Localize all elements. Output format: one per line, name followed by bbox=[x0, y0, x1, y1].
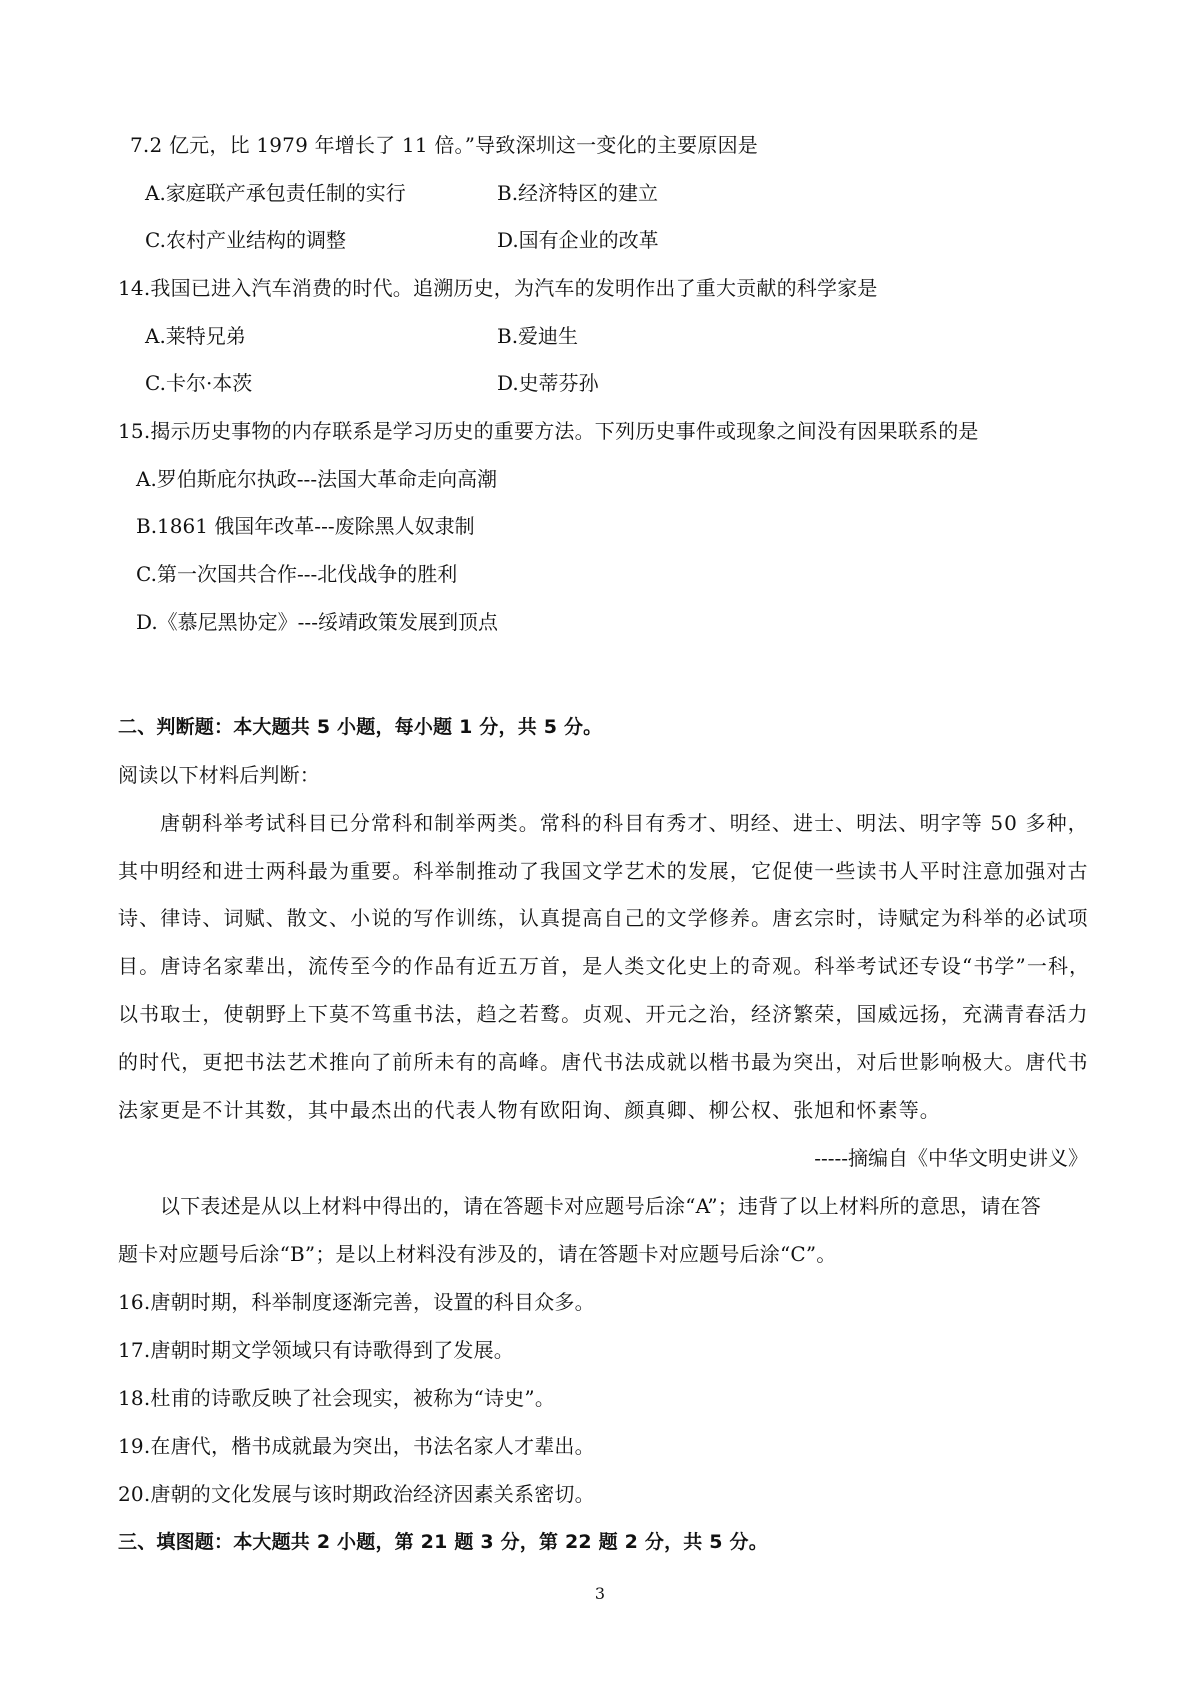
passage-line-6: 的时代，更把书法艺术推向了前所未有的高峰。唐代书法成就以楷书最为突出，对后世影响极大。唐代书 bbox=[118, 1050, 1089, 1074]
q14-text: 14.我国已进入汽车消费的时代。追溯历史，为汽车的发明作出了重大贡献的科学家是 bbox=[118, 276, 878, 300]
judgment-item-19: 19.在唐代，楷书成就最为突出，书法名家人才辈出。 bbox=[118, 1434, 595, 1458]
instruction-line-2: 题卡对应题号后涂“B”；是以上材料没有涉及的，请在答题卡对应题号后涂“C”。 bbox=[118, 1242, 837, 1266]
q14-option-b: B.爱迪生 bbox=[497, 324, 579, 348]
q14-option-d: D.史蒂芬孙 bbox=[497, 371, 599, 395]
section2-heading: 二、判断题：本大题共 5 小题，每小题 1 分，共 5 分。 bbox=[118, 716, 603, 738]
passage-line-1: 唐朝科举考试科目已分常科和制举两类。常科的科目有秀才、明经、进士、明法、明字等 50 多种， bbox=[160, 811, 1089, 835]
section3-heading: 三、填图题：本大题共 2 小题，第 21 题 3 分，第 22 题 2 分，共 5 分。 bbox=[118, 1531, 768, 1553]
passage-line-3: 诗、律诗、词赋、散文、小说的写作训练，认真提高自己的文学修养。唐玄宗时，诗赋定为科举的必试项 bbox=[118, 906, 1089, 930]
q15-option-d: D.《慕尼黑协定》---绥靖政策发展到顶点 bbox=[136, 610, 498, 634]
judgment-item-17: 17.唐朝时期文学领域只有诗歌得到了发展。 bbox=[118, 1338, 515, 1362]
judgment-item-18: 18.杜甫的诗歌反映了社会现实，被称为“诗史”。 bbox=[118, 1386, 556, 1410]
passage-line-7: 法家更是不计其数，其中最杰出的代表人物有欧阳询、颜真卿、柳公权、张旭和怀素等。 bbox=[118, 1098, 941, 1122]
q13-option-c: C.农村产业结构的调整 bbox=[145, 228, 346, 252]
q15-option-c: C.第一次国共合作---北伐战争的胜利 bbox=[136, 562, 458, 586]
q14-option-a: A.莱特兄弟 bbox=[145, 324, 246, 348]
q15-option-a: A.罗伯斯庇尔执政---法国大革命走向高潮 bbox=[136, 467, 498, 491]
q15-option-b: B.1861 俄国年改革---废除黑人奴隶制 bbox=[136, 514, 475, 538]
q13-option-a: A.家庭联产承包责任制的实行 bbox=[145, 181, 406, 205]
q13-continuation-text: 7.2 亿元，比 1979 年增长了 11 倍。”导致深圳这一变化的主要原因是 bbox=[130, 133, 758, 157]
judgment-item-20: 20.唐朝的文化发展与该时期政治经济因素关系密切。 bbox=[118, 1482, 595, 1506]
q14-option-c: C.卡尔·本茨 bbox=[145, 371, 253, 395]
passage-line-2: 其中明经和进士两科最为重要。科举制推动了我国文学艺术的发展，它促使一些读书人平时注意加强对古 bbox=[118, 859, 1089, 883]
instruction-line-1: 以下表述是从以上材料中得出的，请在答题卡对应题号后涂“A”；违背了以上材料所的意思，请在答 bbox=[160, 1194, 1041, 1218]
passage-source: -----摘编自《中华文明史讲义》 bbox=[814, 1146, 1088, 1170]
q15-text: 15.揭示历史事物的内存联系是学习历史的重要方法。下列历史事件或现象之间没有因果联系的是 bbox=[118, 419, 979, 443]
passage-line-5: 以书取士，使朝野上下莫不笃重书法，趋之若鹜。贞观、开元之治，经济繁荣，国威远扬，充满青春活力 bbox=[118, 1002, 1089, 1026]
q13-option-d: D.国有企业的改革 bbox=[497, 228, 659, 252]
q13-option-b: B.经济特区的建立 bbox=[497, 181, 659, 205]
section2-intro: 阅读以下材料后判断： bbox=[118, 763, 320, 787]
page-number: 3 bbox=[594, 1584, 606, 1603]
judgment-item-16: 16.唐朝时期，科举制度逐渐完善，设置的科目众多。 bbox=[118, 1290, 595, 1314]
passage-line-4: 目。唐诗名家辈出，流传至今的作品有近五万首，是人类文化史上的奇观。科举考试还专设“书学”一科， bbox=[118, 954, 1091, 978]
